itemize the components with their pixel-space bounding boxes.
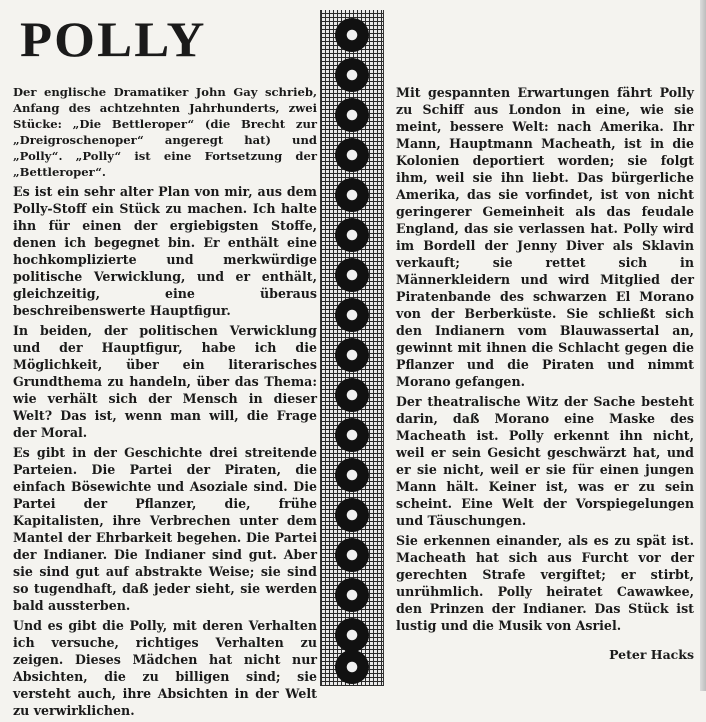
paragraph-plan: Es ist ein sehr alter Plan von mir, aus dem Polly-Stoff ein Stück zu machen. Ich halte ihn für einen der ergiebigsten Stoffe, denen ich begegnet bin. Er enthält eine hochkomplizierte und merkwürdige politische Verwicklung, und er enthält, gleichzeitig, eine überaus beschreibenswerte Hauptfigur.: [13, 184, 317, 318]
ring-ornament-icon: [335, 378, 369, 412]
ring-ornament-icon: [335, 298, 369, 332]
ring-ornament-icon: [335, 418, 369, 452]
ring-ornament-icon: [335, 618, 369, 652]
paragraph-polly: Und es gibt die Polly, mit deren Verhalten ich versuche, richtiges Verhalten zu zeigen. Dieses Mädchen hat nicht nur Absichten, die zu billigen sind; sie versteht auch, ihre Absichten in der Welt zu verwirklichen.: [13, 618, 317, 718]
page-edge: [700, 0, 706, 691]
decorative-strip: [320, 10, 384, 686]
ring-ornament-icon: [335, 178, 369, 212]
ring-ornament-icon: [335, 258, 369, 292]
paragraph-parties: Es gibt in der Geschichte drei streitende Parteien. Die Partei der Piraten, die einfach Bösewichte und Asoziale sind. Die Partei der Pflanzer, die, frühe Kapitalisten, ihre Verbrechen unter dem Mantel der Ehrbarkeit begehen. Die Partei der Indianer. Die Indianer sind gut. Aber sie sind gut auf abstrakte Weise; sie sind so tugendhaft, daß jeder sieht, sie werden bald aussterben.: [13, 445, 317, 613]
paragraph-intro: Der englische Dramatiker John Gay schrieb, Anfang des achtzehnten Jahrhunderts, zwei Stücke: „Die Bettleroper“ (die Brecht zur „Dreigroschenoper“ angeregt hat) und „Polly“. „Polly“ ist eine Fortsetzung der „Bettleroper“.: [13, 85, 317, 179]
paragraph-ending: Sie erkennen einander, als es zu spät ist. Macheath hat sich aus Furcht vor der gerechten Strafe vergiftet; er stirbt, unrühmlich. Polly heiratet Cawawkee, den Prinzen der Indianer. Das Stück ist lustig und die Musik von Asriel.: [396, 533, 694, 633]
ring-ornament-icon: [335, 538, 369, 572]
ring-ornament-icon: [335, 138, 369, 172]
ring-ornament-icon: [335, 650, 369, 684]
right-text-column: [396, 84, 694, 663]
ring-ornament-icon: [335, 498, 369, 532]
ring-ornament-icon: [335, 578, 369, 612]
paragraph-theme: In beiden, der politischen Verwicklung und der Hauptfigur, habe ich die Möglichkeit, über ein literarisches Grundthema zu handeln, über das Thema: wie verhält sich der Mensch in dieser Welt? Das ist, wenn man will, die Frage der Moral.: [13, 323, 317, 440]
paragraph-twist: Der theatralische Witz der Sache besteht darin, daß Morano eine Maske des Macheath ist. Polly erkennt ihn nicht, weil er sein Gesicht geschwärzt hat, und er sie nicht, weil er sie für einen jungen Mann hält. Keiner ist, was er zu sein scheint. Eine Welt der Vorspiegelungen und Täuschungen.: [396, 394, 694, 528]
ring-ornament-icon: [335, 218, 369, 252]
ring-ornament-icon: [335, 98, 369, 132]
page-title: POLLY: [20, 11, 207, 67]
ring-ornament-icon: [335, 338, 369, 372]
ring-ornament-icon: [335, 18, 369, 52]
ring-ornament-icon: [335, 458, 369, 492]
author-signature: Peter Hacks: [609, 647, 694, 662]
ring-ornament-icon: [335, 58, 369, 92]
left-text-column: [13, 84, 317, 722]
paragraph-plot: Mit gespannten Erwartungen fährt Polly zu Schiff aus London in eine, wie sie meint, bessere Welt: nach Amerika. Ihr Mann, Hauptmann Macheath, ist in die Kolonien deportiert worden; sie folgt ihm, weil sie ihn liebt. Das bürgerliche Amerika, das sie vorfindet, ist von nicht geringerer Gemeinheit als das feudale England, das sie verlassen hat. Polly wird im Bordell der Jenny Diver als Sklavin verkauft; sie rettet sich in Männerkleidern und wird Mitglied der Piratenbande des schwarzen El Morano von der Berberküste. Sie schließt sich den Indianern vom Blauwassertal an, gewinnt mit ihnen die Schlacht gegen die Pflanzer und die Piraten und nimmt Morano gefangen.: [396, 85, 694, 389]
